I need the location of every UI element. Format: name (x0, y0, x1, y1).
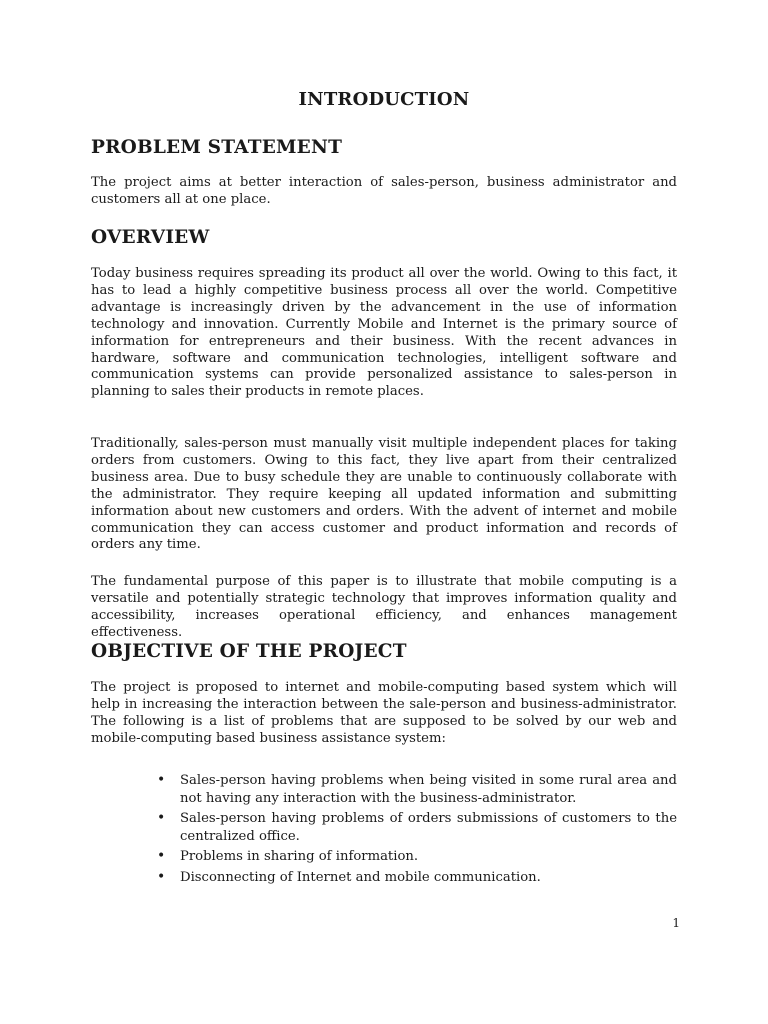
list-item-text: Sales-person having problems when being visited in some rural area and not having any interaction with the business-administrator. (180, 773, 677, 806)
problem-list (157, 772, 677, 889)
problem-statement-paragraph: The project aims at better interaction of sales-person, business administrator and customers all at one place. (91, 175, 677, 207)
objective-heading: OBJECTIVE OF THE PROJECT (91, 641, 407, 662)
page-title: INTRODUCTION (298, 89, 470, 110)
objective-paragraph: The project is proposed to internet and mobile-computing based system which will help in increasing the interaction between the sale-person and business-administrator. The following is a list of problems that are supposed to be solved by our web and mobile-computing based business assistance system: (91, 680, 677, 746)
list-item-text: Problems in sharing of information. (180, 849, 419, 864)
bullet-icon: • (157, 810, 166, 826)
bullet-icon: • (157, 848, 166, 864)
overview-paragraph-3: The fundamental purpose of this paper is to illustrate that mobile computing is a versatile and potentially strategic technology that improves information quality and accessibility, increases operational efficiency, and enhances management effectiveness. (91, 574, 677, 640)
bullet-icon: • (157, 772, 166, 788)
bullet-icon: • (157, 868, 166, 885)
page-number: 1 (672, 916, 680, 930)
list-item (157, 869, 677, 887)
list-item (157, 848, 677, 866)
list-item (157, 810, 677, 845)
list-item-text: Disconnecting of Internet and mobile communication. (180, 869, 541, 885)
overview-paragraph-2: Traditionally, sales-person must manually visit multiple independent places for taking orders from customers. Owing to this fact, they live apart from their centralized business area. Due to busy schedule they are unable to continuously collaborate with the administrator. They require keeping all updated information and submitting information about new customers and orders. With the advent of internet and mobile communication they can access customer and product information and records of orders any time. (91, 436, 677, 553)
list-item-text: Sales-person having problems of orders submissions of customers to the centralized office. (180, 811, 677, 844)
problem-statement-heading: PROBLEM STATEMENT (91, 137, 343, 158)
overview-paragraph-1: Today business requires spreading its product all over the world. Owing to this fact, it has to lead a highly competitive business process all over the world. Competitive advantage is increasingly driven by the advancement in the use of information technology and innovation. Currently Mobile and Internet is the primary source of information for entrepreneurs and their business. With the recent advances in hardware, software and communication technologies, intelligent software and communication systems can provide personalized assistance to sales-person in planning to sales their products in remote places. (91, 266, 677, 400)
list-item (157, 772, 677, 807)
overview-heading: OVERVIEW (91, 227, 210, 248)
